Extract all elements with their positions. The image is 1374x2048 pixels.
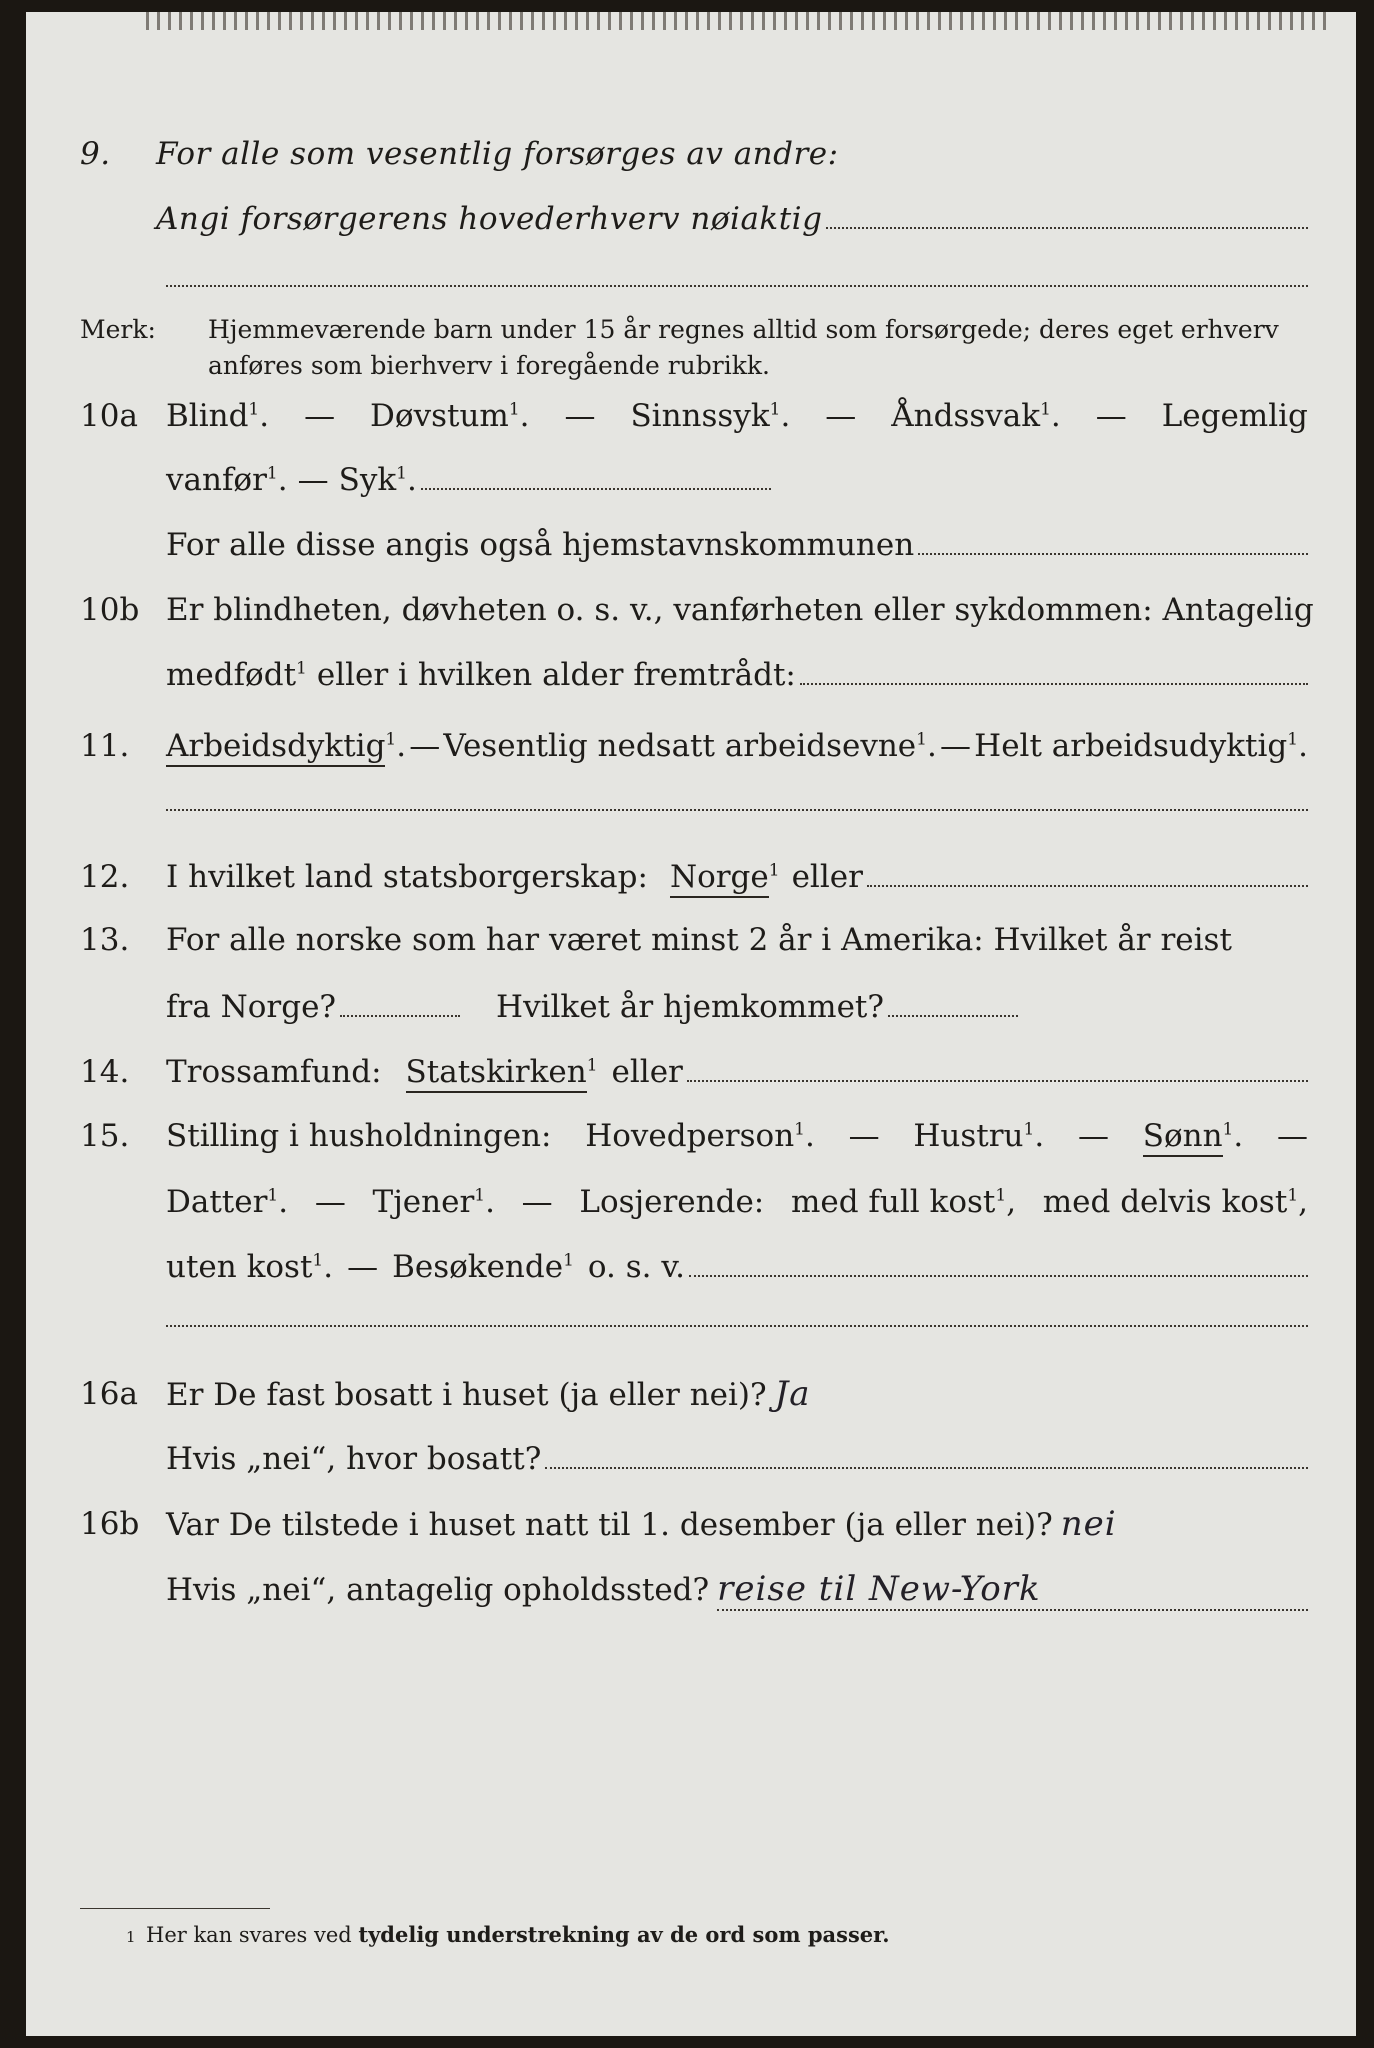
option-syk: Syk$^1$. xyxy=(338,462,417,498)
q11-answer-line[interactable] xyxy=(166,809,1308,811)
q15-line2: Datter$^1$. — Tjener$^1$. — Losjerende: med full kost$^1$, med delvis kost$^1$, xyxy=(166,1184,1308,1220)
q14-line: 14. Trossamfund: Statskirken$^1$ eller xyxy=(26,1052,1356,1092)
option-andssvak: Åndssvak$^1$. xyxy=(891,398,1061,434)
q16b-opholdssted-answer: reise til New-York xyxy=(717,1569,1308,1611)
q12-number: 12. xyxy=(80,859,130,895)
q9-answer-line[interactable] xyxy=(826,227,1308,229)
hjemstavn-label: For alle disse angis også hjemstavnskommunen xyxy=(166,527,915,563)
option-blind: Blind$^1$. xyxy=(166,398,270,434)
q9-question: Angi forsørgerens hovederhverv nøiaktig xyxy=(156,201,823,237)
q16b-line1 xyxy=(26,1504,1356,1544)
q9-number: 9. xyxy=(80,136,111,172)
q16b-line2 xyxy=(26,1569,1356,1609)
q15-line1: 15. Stilling i husholdningen: Hovedperson$^1$. — Hustru$^1$. — Sønn$^1$. — xyxy=(26,1116,1356,1156)
q10a-line3 xyxy=(26,525,1356,565)
footnote-rule xyxy=(80,1908,270,1909)
option-vanfor: vanfør$^1$. xyxy=(166,462,288,498)
footnote-mark: 1 xyxy=(126,1928,136,1946)
fra-norge-answer-line[interactable] xyxy=(340,1015,460,1017)
q16a-hvis-label: Hvis „nei“, hvor bosatt? xyxy=(166,1441,542,1477)
q15-question: Stilling i husholdningen: xyxy=(166,1118,552,1154)
hjemkommet-answer-line[interactable] xyxy=(888,1015,1018,1017)
q15-number: 15. xyxy=(80,1118,130,1154)
q16a-answer-line[interactable] xyxy=(545,1467,1308,1469)
q10b-number: 10b xyxy=(80,592,140,628)
q16a-question: Er De fast bosatt i huset (ja eller nei)? xyxy=(166,1377,767,1413)
q15-line3: uten kost$^1$. — Besøkende$^1$ o. s. v. xyxy=(26,1247,1356,1287)
q11-number: 11. xyxy=(80,728,130,764)
fra-norge-label: fra Norge? xyxy=(166,989,337,1025)
option-legemlig: Legemlig xyxy=(1161,398,1308,434)
option-tjener: Tjener$^1$. xyxy=(372,1184,495,1220)
option-sinnssyk: Sinnssyk$^1$. xyxy=(630,398,791,434)
q10b-line1 xyxy=(26,590,1356,630)
option-dovstum: Døvstum$^1$. xyxy=(370,398,530,434)
option-hovedperson: Hovedperson$^1$. xyxy=(585,1118,815,1154)
q9-line1 xyxy=(26,134,1356,174)
q9-extra-answer-line[interactable] xyxy=(166,285,1308,287)
q16a-number: 16a xyxy=(80,1376,138,1412)
q13-number: 13. xyxy=(80,922,130,958)
option-norge: Norge$^1$ xyxy=(670,857,780,897)
q13-line2 xyxy=(26,987,1356,1027)
q14-question: Trossamfund: xyxy=(166,1054,382,1090)
q13-line1 xyxy=(26,920,1356,960)
q13-question: For alle norske som har været minst 2 år i Amerika: Hvilket år reist xyxy=(166,922,1232,958)
option-besokende: Besøkende$^1$ xyxy=(392,1249,574,1285)
option-hustru: Hustru$^1$. xyxy=(913,1118,1045,1154)
q16a-handwritten-answer: Ja xyxy=(774,1374,811,1414)
q15-answer-line[interactable] xyxy=(689,1275,1308,1277)
hjemstavn-answer-line[interactable] xyxy=(918,553,1308,555)
q14-answer-line[interactable] xyxy=(687,1080,1308,1082)
q16b-hvis-label: Hvis „nei“, antagelig opholdssted? xyxy=(166,1572,710,1608)
option-uten-kost: uten kost$^1$. xyxy=(166,1249,334,1285)
q10b-question: Er blindheten, døvheten o. s. v., vanførheten eller sykdommen: Antagelig xyxy=(166,592,1314,628)
option-vesentlig-nedsatt: Vesentlig nedsatt arbeidsevne$^1$. xyxy=(443,728,937,764)
q16b-question: Var De tilstede i huset natt til 1. desember (ja eller nei)? xyxy=(166,1507,1053,1543)
option-datter: Datter$^1$. xyxy=(166,1184,289,1220)
footnote-text: Her kan svares ved xyxy=(146,1923,352,1947)
q16a-line2 xyxy=(26,1439,1356,1479)
option-delvis-kost: med delvis kost$^1$, xyxy=(1042,1184,1308,1220)
q15-extra-answer-line[interactable] xyxy=(166,1325,1308,1327)
q10b-answer-line[interactable] xyxy=(800,683,1308,685)
option-losjerende: Losjerende: xyxy=(579,1184,765,1220)
option-medfodt: medfødt$^1$ xyxy=(166,657,307,693)
q16b-handwritten-answer: nei xyxy=(1060,1504,1117,1544)
q16a-line1 xyxy=(26,1374,1356,1414)
q9-heading: For alle som vesentlig forsørges av andre: xyxy=(156,136,839,172)
option-full-kost: med full kost$^1$, xyxy=(790,1184,1017,1220)
q12-question: I hvilket land statsborgerskap: xyxy=(166,859,648,895)
q14-number: 14. xyxy=(80,1054,130,1090)
census-form-page xyxy=(26,12,1356,2036)
perforated-edge xyxy=(146,12,1326,30)
option-sonn: Sønn$^1$. xyxy=(1143,1116,1244,1156)
merk-label: Merk: xyxy=(80,315,156,344)
q16b-number: 16b xyxy=(80,1506,140,1542)
q10a-line1: 10a Blind$^1$. — Døvstum$^1$. — Sinnssyk$^1$. — Åndssvak$^1$. — Legemlig xyxy=(80,398,1308,434)
q11-line: 11. Arbeidsdyktig$^1$. — Vesentlig nedsatt arbeidsevne$^1$. — Helt arbeidsudyktig$^1$. xyxy=(26,726,1356,766)
footnote xyxy=(146,1922,890,1947)
q10a-answer-line[interactable] xyxy=(421,488,771,490)
footnote-bold-text: tydelig understrekning av de ord som passer. xyxy=(358,1922,890,1947)
q9-line2 xyxy=(26,199,1356,239)
merk-text-line1: Hjemmeværende barn under 15 år regnes alltid som forsørgede; deres eget erhverv xyxy=(208,315,1279,344)
q12-line: 12. I hvilket land statsborgerskap: Norge$^1$ eller xyxy=(26,857,1356,897)
q10a-line2: vanfør$^1$. — Syk$^1$. xyxy=(26,460,1356,500)
option-statskirken: Statskirken$^1$ xyxy=(406,1052,598,1092)
option-arbeidsdyktig: Arbeidsdyktig$^1$. xyxy=(166,726,406,766)
q10a-number: 10a xyxy=(80,398,138,434)
q10b-line2: medfødt$^1$ eller i hvilken alder fremtrådt: xyxy=(26,655,1356,695)
q12-answer-line[interactable] xyxy=(867,885,1308,887)
merk-text-line2: anføres som bierhverv i foregående rubrikk. xyxy=(208,351,770,380)
hjemkommet-label: Hvilket år hjemkommet? xyxy=(496,989,885,1025)
option-helt-arbeidsudyktig: Helt arbeidsudyktig$^1$. xyxy=(974,728,1308,764)
